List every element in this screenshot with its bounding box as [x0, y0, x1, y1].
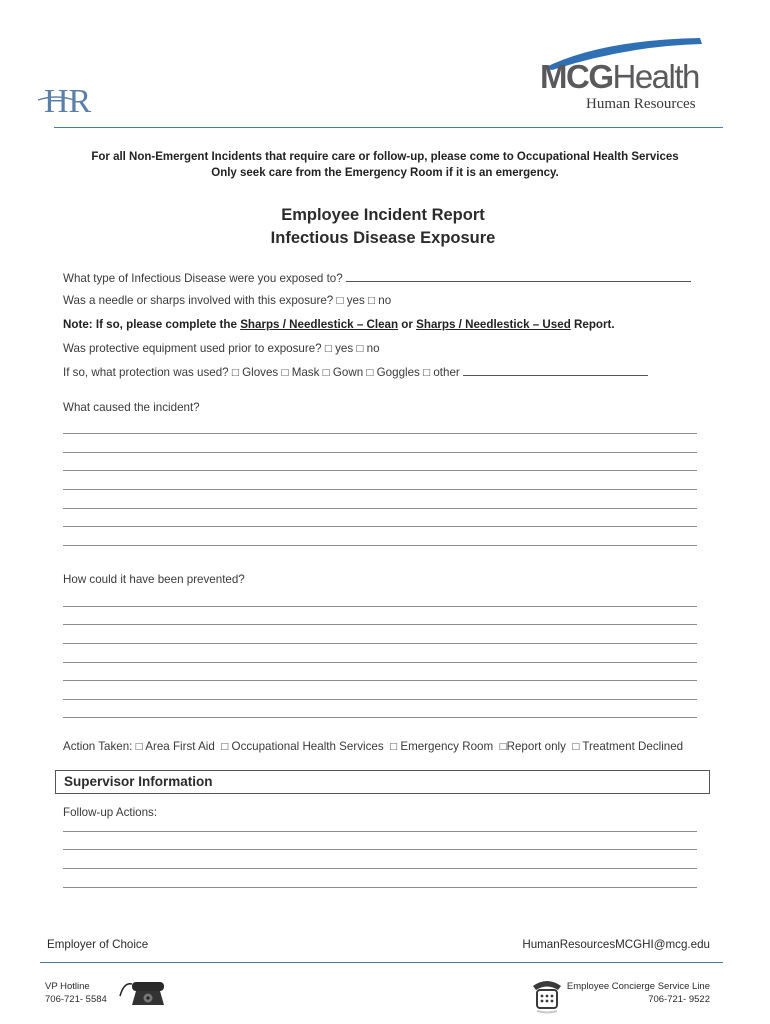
question-disease-type: [63, 271, 691, 285]
hr-logo-text: HR: [44, 83, 92, 118]
question-cause: What caused the incident?: [63, 401, 200, 414]
followup-answer-line[interactable]: [63, 868, 697, 869]
vp-hotline-label: VP Hotline: [45, 981, 90, 992]
followup-answer-line[interactable]: [63, 849, 697, 850]
gown-label: Gown: [332, 366, 364, 379]
note-prefix: Note: If so, please complete the: [63, 318, 237, 331]
ppe-yes-label: yes: [335, 342, 354, 355]
needle-yes-checkbox[interactable]: □: [336, 294, 344, 307]
mask-label: Mask: [291, 366, 320, 379]
notice-line-1: For all Non-Emergent Incidents that require care or follow-up, please come to Occupational Health Services: [91, 151, 679, 163]
prevention-answer-line[interactable]: [63, 699, 697, 700]
sharps-clean-link[interactable]: Sharps / Needlestick – Clean: [240, 318, 399, 331]
prevention-answer-line[interactable]: [63, 680, 697, 681]
question-needle-sharps-label: Was a needle or sharps involved with this exposure?: [63, 294, 334, 307]
hr-logo: [36, 78, 96, 118]
prevention-answer-line[interactable]: [63, 717, 697, 718]
occupational-health-label: Occupational Health Services: [231, 740, 384, 753]
gown-checkbox[interactable]: □: [322, 366, 330, 379]
mask-checkbox[interactable]: □: [281, 366, 289, 379]
question-protective-equipment-label: Was protective equipment used prior to exposure?: [63, 342, 322, 355]
question-protection-used: [63, 365, 648, 379]
concierge-line: [567, 980, 710, 1006]
followup-label: Follow-up Actions:: [63, 806, 158, 819]
goggles-checkbox[interactable]: □: [366, 366, 374, 379]
question-protective-equipment: [63, 342, 380, 355]
phone-icon: [530, 976, 564, 1014]
prevention-answer-line[interactable]: [63, 643, 697, 644]
area-first-aid-label: Area First Aid: [145, 740, 215, 753]
desk-phone-icon: [118, 978, 166, 1008]
supervisor-title: Supervisor Information: [64, 774, 213, 789]
note-suffix: Report.: [574, 318, 615, 331]
prevention-answer-line[interactable]: [63, 662, 697, 663]
action-taken-label: Action Taken:: [63, 740, 133, 753]
report-only-checkbox[interactable]: □: [499, 740, 507, 753]
brand-bold: MCG: [540, 58, 613, 95]
sharps-note: [63, 318, 615, 331]
other-label: other: [433, 366, 460, 379]
question-disease-type-label: What type of Infectious Disease were you exposed to?: [63, 272, 343, 285]
ppe-yes-checkbox[interactable]: □: [324, 342, 332, 355]
question-protection-used-label: If so, what protection was used?: [63, 366, 229, 379]
footer-divider: [40, 962, 723, 963]
occupational-health-checkbox[interactable]: □: [221, 740, 229, 753]
cause-answer-line[interactable]: [63, 545, 697, 546]
report-title: Employee Incident Report: [281, 206, 485, 224]
treatment-declined-checkbox[interactable]: □: [572, 740, 580, 753]
gloves-checkbox[interactable]: □: [231, 366, 239, 379]
ppe-no-checkbox[interactable]: □: [356, 342, 364, 355]
concierge-number: 706-721- 9522: [648, 994, 710, 1005]
other-checkbox[interactable]: □: [423, 366, 431, 379]
ppe-no-label: no: [366, 342, 380, 355]
report-only-label: Report only: [506, 740, 566, 753]
note-or: or: [401, 318, 413, 331]
supervisor-section-header: [55, 770, 710, 794]
question-prevention: How could it have been prevented?: [63, 573, 245, 586]
hr-email-link[interactable]: HumanResourcesMCGHI@mcg.edu: [522, 938, 710, 951]
report-subtitle: Infectious Disease Exposure: [270, 229, 496, 247]
cause-answer-line[interactable]: [63, 470, 697, 471]
needle-yes-label: yes: [346, 294, 365, 307]
action-taken: [63, 740, 683, 753]
needle-no-label: no: [378, 294, 392, 307]
area-first-aid-checkbox[interactable]: □: [135, 740, 143, 753]
cause-answer-line[interactable]: [63, 452, 697, 453]
cause-answer-line[interactable]: [63, 433, 697, 434]
mcg-health-logo: [530, 36, 716, 116]
goggles-label: Goggles: [376, 366, 420, 379]
sharps-used-link[interactable]: Sharps / Needlestick – Used: [416, 318, 571, 331]
gloves-label: Gloves: [242, 366, 279, 379]
followup-answer-line[interactable]: [63, 831, 697, 832]
other-protection-field[interactable]: [463, 365, 648, 376]
header-divider: [54, 127, 723, 128]
treatment-declined-label: Treatment Declined: [582, 740, 684, 753]
vp-hotline: [45, 980, 107, 1006]
needle-no-checkbox[interactable]: □: [368, 294, 376, 307]
disease-type-field[interactable]: [346, 271, 691, 282]
emergency-room-label: Emergency Room: [400, 740, 494, 753]
prevention-answer-line[interactable]: [63, 606, 697, 607]
followup-answer-line[interactable]: [63, 887, 697, 888]
notice-line-2: Only seek care from the Emergency Room if it is an emergency.: [211, 167, 559, 179]
emergency-room-checkbox[interactable]: □: [390, 740, 398, 753]
cause-answer-line[interactable]: [63, 526, 697, 527]
brand-light: Health: [612, 58, 699, 95]
employer-of-choice: Employer of Choice: [47, 938, 149, 951]
cause-answer-line[interactable]: [63, 508, 697, 509]
brand-subtitle: Human Resources: [586, 96, 696, 112]
concierge-label: Employee Concierge Service Line: [566, 981, 710, 992]
question-needle-sharps: [63, 294, 391, 307]
prevention-answer-line[interactable]: [63, 624, 697, 625]
cause-answer-line[interactable]: [63, 489, 697, 490]
vp-hotline-number: 706-721- 5584: [45, 994, 107, 1005]
